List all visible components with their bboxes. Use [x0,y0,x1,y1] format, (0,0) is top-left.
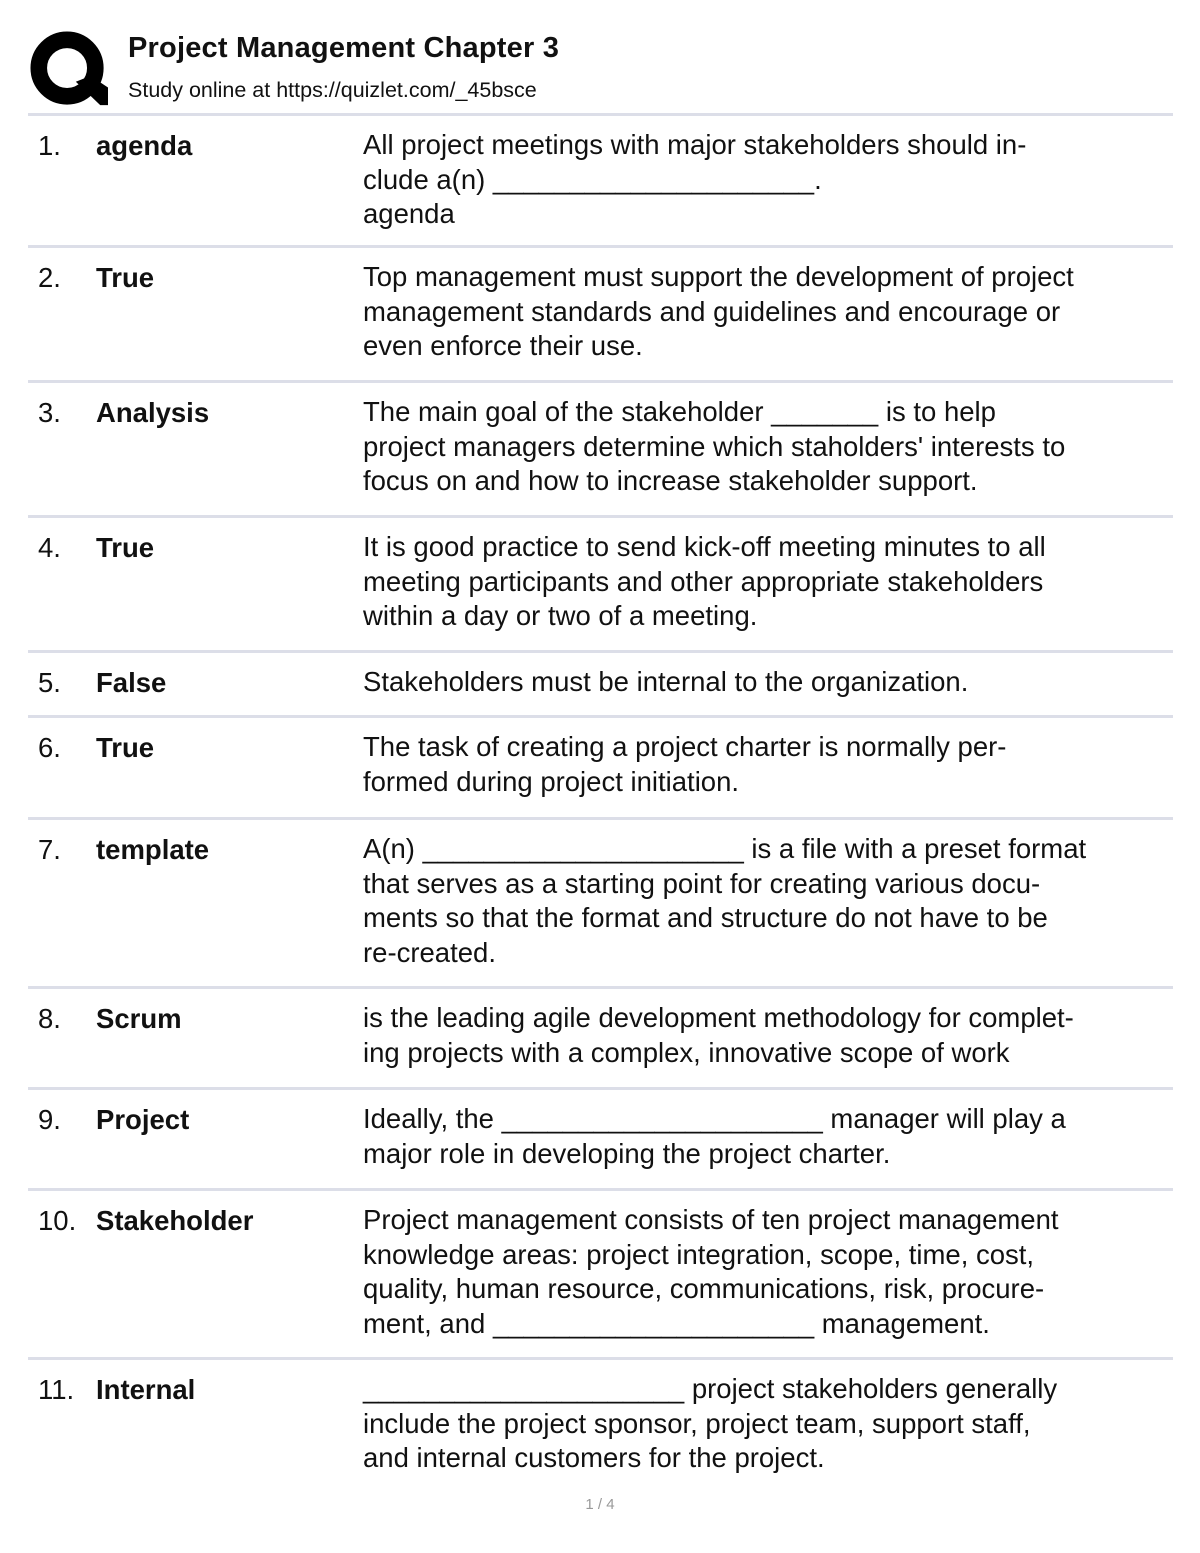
card-term: Project [96,1104,190,1135]
flashcard-row [28,245,1173,380]
card-term: agenda [96,130,193,161]
definition-line: ment, and _____________________ management. [363,1307,990,1339]
card-number: 11. [38,1374,75,1405]
card-number: 10. [38,1205,77,1236]
card-term: True [96,262,155,293]
definition-line: agenda [363,198,455,229]
definition-line: It is good practice to send kick-off meeting minutes to all [363,531,1046,562]
definition-line: Ideally, the _____________________ manager will play a [363,1103,1066,1134]
card-term: False [96,667,167,698]
definition-line: include the project sponsor, project team, support staff, [363,1407,1031,1439]
definition-line: even enforce their use. [363,330,643,361]
card-definition [363,128,1173,232]
card-definition [363,832,1173,970]
definition-line: project managers determine which staholders' interests to [363,430,1066,462]
card-number: 5. [38,667,61,698]
card-term: True [96,732,155,763]
card-definition [363,260,1173,364]
flashcard-row [28,650,1173,715]
flashcard-list [28,113,1173,1477]
definition-line: The main goal of the stakeholder _______ is to help [363,396,996,427]
quizlet-logo-icon [30,31,108,109]
definition-line: that serves as a starting point for creating various docu- [363,867,1041,899]
study-link[interactable]: Study online at https://quizlet.com/_45bsce [128,78,537,102]
card-definition [363,395,1173,499]
card-number: 4. [38,532,61,563]
definition-line: _____________________ project stakeholders generally [363,1373,1058,1404]
card-term: template [96,834,210,865]
definition-line: and internal customers for the project. [363,1442,825,1473]
page-number: 1 / 4 [585,1496,615,1513]
card-term: Scrum [96,1003,182,1034]
definition-line: meeting participants and other appropriate stakeholders [363,565,1044,597]
definition-line: major role in developing the project charter. [363,1137,891,1169]
flashcard-row [28,113,1173,245]
card-definition [363,1001,1173,1070]
card-term: Internal [96,1374,196,1405]
flashcard-row [28,515,1173,650]
card-definition [363,530,1173,634]
definition-line: Stakeholders must be internal to the organization. [363,666,969,697]
card-number: 6. [38,732,61,763]
definition-line: Top management must support the development of project [363,261,1074,292]
flashcard-row [28,1087,1173,1188]
flashcard-row [28,986,1173,1087]
definition-line: The task of creating a project charter is normally per- [363,731,1007,762]
card-number: 9. [38,1104,61,1135]
definition-line: knowledge areas: project integration, scope, time, cost, [363,1238,1035,1270]
definition-line: All project meetings with major stakeholders should in- [363,129,1027,160]
card-definition [363,665,1173,700]
flashcard-row [28,817,1173,986]
definition-line: clude a(n) _____________________. [363,163,822,195]
flashcard-row [28,1357,1173,1477]
card-number: 7. [38,834,61,865]
card-number: 2. [38,262,61,293]
card-term: Analysis [96,397,210,428]
definition-line: formed during project initiation. [363,765,740,797]
card-definition [363,1203,1173,1341]
definition-line: within a day or two of a meeting. [363,600,758,631]
flashcard-row [28,380,1173,515]
definition-line: quality, human resource, communications, risk, procure- [363,1273,1045,1304]
definition-line: ments so that the format and structure do not have to be [363,902,1048,933]
definition-line: is the leading agile development methodology for complet- [363,1002,1074,1033]
card-definition [363,1372,1173,1476]
definition-line: Project management consists of ten project management [363,1204,1059,1235]
card-term: True [96,532,155,563]
definition-line: A(n) _____________________ is a file with a preset format [363,833,1087,864]
card-term: Stakeholder [96,1205,254,1236]
flashcard-row [28,715,1173,817]
card-number: 3. [38,397,61,428]
flashcard-row [28,1188,1173,1357]
definition-line: ing projects with a complex, innovative scope of work [363,1036,1010,1068]
card-definition [363,730,1173,799]
definition-line: management standards and guidelines and encourage or [363,295,1061,327]
card-definition [363,1102,1173,1171]
page-header [30,28,1175,112]
definition-line: re-created. [363,936,496,968]
card-number: 1. [38,130,61,161]
page-title: Project Management Chapter 3 [128,32,560,64]
definition-line: focus on and how to increase stakeholder support. [363,465,978,496]
card-number: 8. [38,1003,61,1034]
